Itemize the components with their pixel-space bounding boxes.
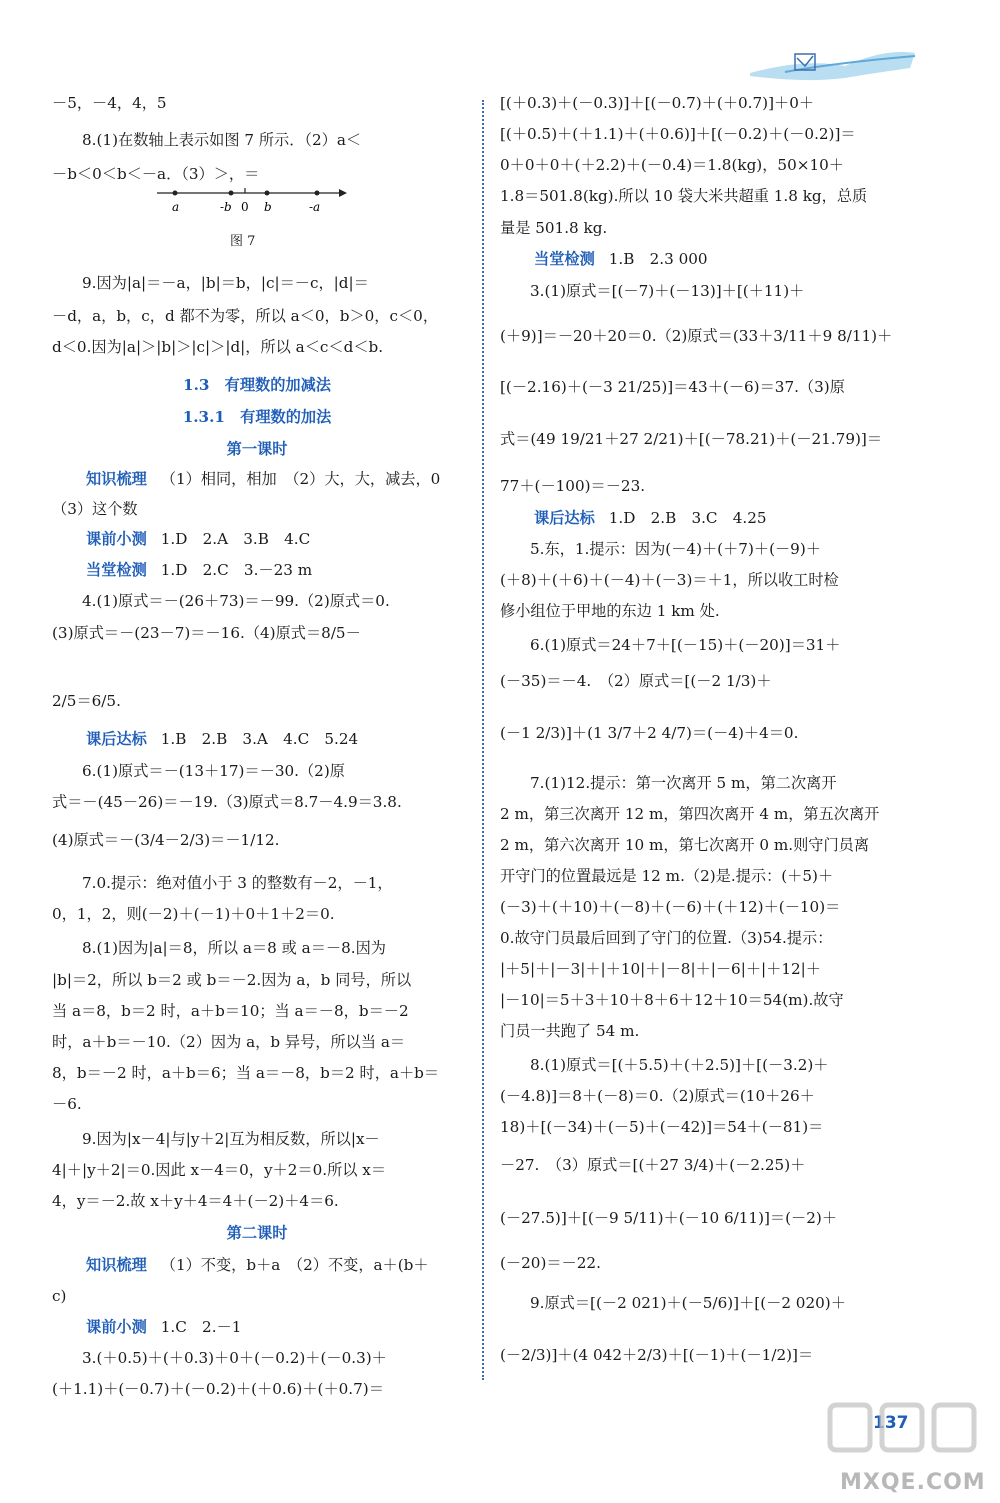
text-line: 1.8＝501.8(kg).所以 10 袋大米共超重 1.8 kg，总质 bbox=[500, 187, 868, 205]
tag-label: 当堂检测 bbox=[86, 561, 147, 579]
text-line: 课前小测 1.C 2.－1 bbox=[86, 1318, 242, 1336]
text-line: 7.0.提示：绝对值小于 3 的整数有－2，－1， bbox=[82, 874, 393, 892]
section-title: 1.3 有理数的加减法 bbox=[183, 376, 331, 394]
text-line: (－2/3)]＋(4 042＋2/3)＋[(－1)＋(－1/2)]＝ bbox=[500, 1346, 814, 1364]
text-line: 3.(1)原式＝[(－7)＋(－13)]＋[(＋11)＋ bbox=[530, 282, 805, 300]
column-divider bbox=[482, 100, 484, 1380]
axis-label: -b bbox=[220, 200, 232, 214]
watermark-text: MXQE.COM bbox=[840, 1470, 986, 1495]
text-line: [(＋0.3)＋(－0.3)]＋[(－0.7)＋(＋0.7)]＋0＋ bbox=[500, 94, 815, 112]
text-line: 课前小测 1.D 2.A 3.B 4.C bbox=[86, 530, 311, 548]
axis-label: a bbox=[172, 200, 180, 214]
text-line: －6. bbox=[52, 1095, 82, 1113]
text-line: －27. （3）原式＝[(＋27 3/4)＋(－2.25)＋ bbox=[500, 1156, 806, 1174]
text-line: d＜0.因为|a|＞|b|＞|c|＞|d|，所以 a＜c＜d＜b. bbox=[52, 338, 384, 356]
text-line: 课后达标 1.B 2.B 3.A 4.C 5.24 bbox=[86, 730, 359, 748]
text-line: 9.原式＝[(－2 021)＋(－5/6)]＋[(－2 020)＋ bbox=[530, 1294, 846, 1312]
text-line: －5，－4，4，5 bbox=[52, 94, 167, 112]
axis-label: -a bbox=[309, 200, 321, 214]
text-line: 2 m，第六次离开 10 m，第七次离开 0 m.则守门员离 bbox=[500, 836, 870, 854]
text-line: 9.因为|x－4|与|y＋2|互为相反数，所以|x－ bbox=[82, 1130, 380, 1148]
text-line: －b＜0＜b＜－a．（3）＞，＝ bbox=[52, 165, 260, 183]
tag-label: 课前小测 bbox=[86, 530, 147, 548]
text-line: 时，a＋b＝－10.（2）因为 a，b 异号，所以当 a＝ bbox=[52, 1033, 406, 1051]
text-line: (－20)＝－22. bbox=[500, 1254, 601, 1272]
axis-label: 0 bbox=[241, 200, 249, 214]
number-line-figure bbox=[157, 185, 347, 219]
text-line: (＋9)]＝－20＋20＝0.（2)原式＝(33＋3/11＋9 8/11)＋ bbox=[500, 327, 893, 345]
text-line: 4|＋|y＋2|＝0.因此 x－4＝0，y＋2＝0.所以 x＝ bbox=[52, 1161, 387, 1179]
text-line: (＋8)＋(＋6)＋(－4)＋(－3)＝＋1，所以收工时检 bbox=[500, 571, 839, 589]
text-line: 0.故守门员最后回到了守门的位置.（3)54.提示： bbox=[500, 929, 833, 947]
text-line: (－1 2/3)]＋(1 3/7＋2 4/7)＝(－4)＋4＝0. bbox=[500, 724, 799, 742]
text-line: 量是 501.8 kg. bbox=[500, 219, 608, 237]
text-line: 修小组位于甲地的东边 1 km 处. bbox=[500, 602, 720, 620]
text-line: 8.(1)在数轴上表示如图 7 所示．（2）a＜ bbox=[82, 131, 362, 149]
text-line: [(－2.16)＋(－3 21/25)]＝43＋(－6)＝37.（3)原 bbox=[500, 378, 845, 396]
text-line: 2/5＝6/5. bbox=[52, 692, 121, 710]
text-line: (＋1.1)＋(－0.7)＋(－0.2)＋(＋0.6)＋(＋0.7)＝ bbox=[52, 1380, 384, 1398]
text-line: 6.(1)原式＝24＋7＋[(－15)＋(－20)]＝31＋ bbox=[530, 636, 841, 654]
text-line: 8，b＝－2 时，a＋b＝6；当 a＝－8，b＝2 时，a＋b＝ bbox=[52, 1064, 440, 1082]
lesson-title: 第一课时 bbox=[226, 440, 288, 458]
tag-label: 知识梳理 bbox=[86, 470, 147, 488]
text-line: [(＋0.5)＋(＋1.1)＋(＋0.6)]＋[(－0.2)＋(－0.2)]＝ bbox=[500, 125, 856, 143]
lesson-title: 第二课时 bbox=[226, 1224, 288, 1242]
text-line: 当 a＝8，b＝2 时，a＋b＝10；当 a＝－8，b＝－2 bbox=[52, 1002, 409, 1020]
text-line: (－3)＋(＋10)＋(－8)＋(－6)＋(＋12)＋(－10)＝ bbox=[500, 898, 841, 916]
text-line: 8.(1)原式＝[(＋5.5)＋(＋2.5)]＋[(－3.2)＋ bbox=[530, 1056, 829, 1074]
text-line: 式＝(49 19/21＋27 2/21)＋[(－78.21)＋(－21.79)]＝ bbox=[500, 430, 883, 448]
text-line: 课后达标 1.D 2.B 3.C 4.25 bbox=[534, 509, 767, 527]
subsection-title: 1.3.1 有理数的加法 bbox=[182, 408, 332, 426]
text-line: 7.(1)12.提示：第一次离开 5 m，第二次离开 bbox=[530, 774, 837, 792]
text-line: 知识梳理 （1）不变，b＋a （2）不变，a＋(b＋ bbox=[86, 1256, 429, 1274]
text-line: 门员一共跑了 54 m. bbox=[500, 1022, 640, 1040]
text-line: 3.(＋0.5)＋(＋0.3)＋0＋(－0.2)＋(－0.3)＋ bbox=[82, 1349, 387, 1367]
tag-label: 课后达标 bbox=[86, 730, 147, 748]
text-line: 18)＋[(－34)＋(－5)＋(－42)]＝54＋(－81)＝ bbox=[500, 1118, 824, 1136]
text-line: －d，a，b，c，d 都不为零，所以 a＜0，b＞0，c＜0， bbox=[52, 307, 439, 325]
text-line: 2 m，第三次离开 12 m，第四次离开 4 m，第五次离开 bbox=[500, 805, 880, 823]
text-line: |－10|＝5＋3＋10＋8＋6＋12＋10＝54(m).故守 bbox=[500, 991, 844, 1009]
text-line: 知识梳理 （1）相同，相加 （2）大，大，减去，0 bbox=[86, 470, 441, 488]
text-line: 5.东，1.提示：因为(－4)＋(＋7)＋(－9)＋ bbox=[530, 540, 821, 558]
text-line: 当堂检测 1.D 2.C 3.－23 m bbox=[86, 561, 313, 579]
text-line: c) bbox=[52, 1287, 67, 1305]
text-line: (－35)＝－4. （2）原式＝[(－2 1/3)＋ bbox=[500, 672, 772, 690]
axis-label: b bbox=[264, 200, 272, 214]
text-line: (4)原式＝－(3/4－2/3)＝－1/12. bbox=[52, 831, 280, 849]
text-line: 9.因为|a|＝－a，|b|＝b，|c|＝－c，|d|＝ bbox=[82, 274, 369, 292]
text-line: 0，1，2，则(－2)＋(－1)＋0＋1＋2＝0. bbox=[52, 905, 335, 923]
figure-caption: 图 7 bbox=[230, 234, 256, 249]
text-line: 开守门的位置最远是 12 m.（2)是.提示：(＋5)＋ bbox=[500, 867, 834, 885]
text-line: |b|＝2，所以 b＝2 或 b＝－2.因为 a，b 同号，所以 bbox=[52, 971, 412, 989]
text-line: 0＋0＋0＋(＋2.2)＋(－0.4)＝1.8(kg)，50×10＋ bbox=[500, 156, 844, 174]
text-line: 6.(1)原式＝－(13＋17)＝－30.（2)原 bbox=[82, 762, 345, 780]
tag-label: 知识梳理 bbox=[86, 1256, 147, 1274]
text-line: 式＝－(45－26)＝－19.（3)原式＝8.7－4.9＝3.8. bbox=[52, 793, 402, 811]
text-line: 4，y＝－2.故 x＋y＋4＝4＋(－2)＋4＝6. bbox=[52, 1192, 339, 1210]
text-line: 4.(1)原式＝－(26＋73)＝－99.（2)原式＝0. bbox=[82, 592, 390, 610]
text-line: 77＋(－100)＝－23. bbox=[500, 477, 646, 495]
tag-label: 当堂检测 bbox=[534, 250, 595, 268]
header-decoration-icon bbox=[745, 28, 920, 98]
text-line: (－4.8)]＝8＋(－8)＝0.（2)原式＝(10＋26＋ bbox=[500, 1087, 815, 1105]
text-line: （3）这个数 bbox=[52, 500, 138, 518]
page-number: 137 bbox=[873, 1413, 909, 1433]
text-line: (－27.5)]＋[(－9 5/11)＋(－10 6/11)]＝(－2)＋ bbox=[500, 1209, 838, 1227]
tag-label: 课前小测 bbox=[86, 1318, 147, 1336]
tag-label: 课后达标 bbox=[534, 509, 595, 527]
text-line: 8.(1)因为|a|＝8，所以 a＝8 或 a＝－8.因为 bbox=[82, 939, 386, 957]
text-line: |＋5|＋|－3|＋|＋10|＋|－8|＋|－6|＋|＋12|＋ bbox=[500, 960, 821, 978]
text-line: 当堂检测 1.B 2.3 000 bbox=[534, 250, 708, 268]
text-line: (3)原式＝－(23－7)＝－16.（4)原式＝8/5－ bbox=[52, 624, 361, 642]
